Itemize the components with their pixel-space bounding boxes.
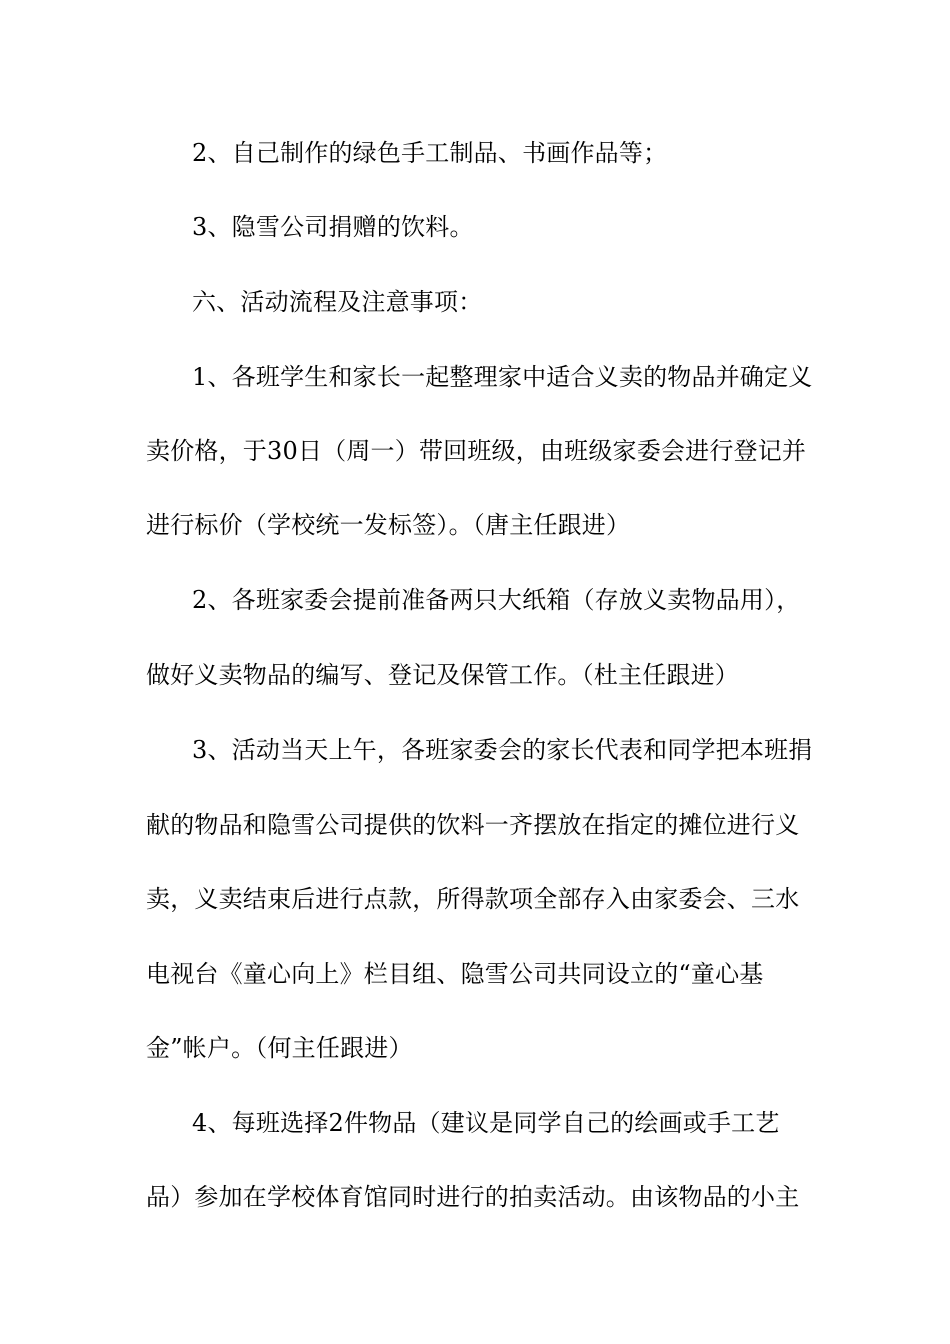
paragraph-line: 卖，义卖结束后进行点款，所得款项全部存入由家委会、三水	[146, 885, 800, 913]
paragraph-line: 做好义卖物品的编写、登记及保管工作。（杜主任跟进）	[146, 661, 739, 689]
paragraph-line: 电视台《童心向上》栏目组、隐雪公司共同设立的“童心基	[146, 960, 764, 988]
paragraph-line: 4、每班选择2件物品（建议是同学自己的绘画或手工艺	[192, 1109, 780, 1137]
paragraph-line: 3、隐雪公司捐赠的饮料。	[192, 213, 474, 241]
section-heading: 六、活动流程及注意事项：	[192, 288, 483, 316]
paragraph-line: 进行标价（学校统一发标签）。（唐主任跟进）	[146, 511, 631, 539]
paragraph-line: 金”帐户。（何主任跟进）	[146, 1034, 413, 1062]
paragraph-line: 3、活动当天上午，各班家委会的家长代表和同学把本班捐	[192, 736, 813, 764]
paragraph-line: 卖价格，于30日（周一）带回班级，由班级家委会进行登记并	[146, 437, 807, 465]
paragraph-line: 献的物品和隐雪公司提供的饮料一齐摆放在指定的摊位进行义	[146, 811, 800, 839]
paragraph-line: 2、各班家委会提前准备两只大纸箱（存放义卖物品用），	[192, 586, 801, 614]
paragraph-line: 1、各班学生和家长一起整理家中适合义卖的物品并确定义	[192, 363, 813, 391]
paragraph-line: 品）参加在学校体育馆同时进行的拍卖活动。由该物品的小主	[146, 1183, 800, 1211]
paragraph-line: 2、自己制作的绿色手工制品、书画作品等；	[192, 139, 668, 167]
